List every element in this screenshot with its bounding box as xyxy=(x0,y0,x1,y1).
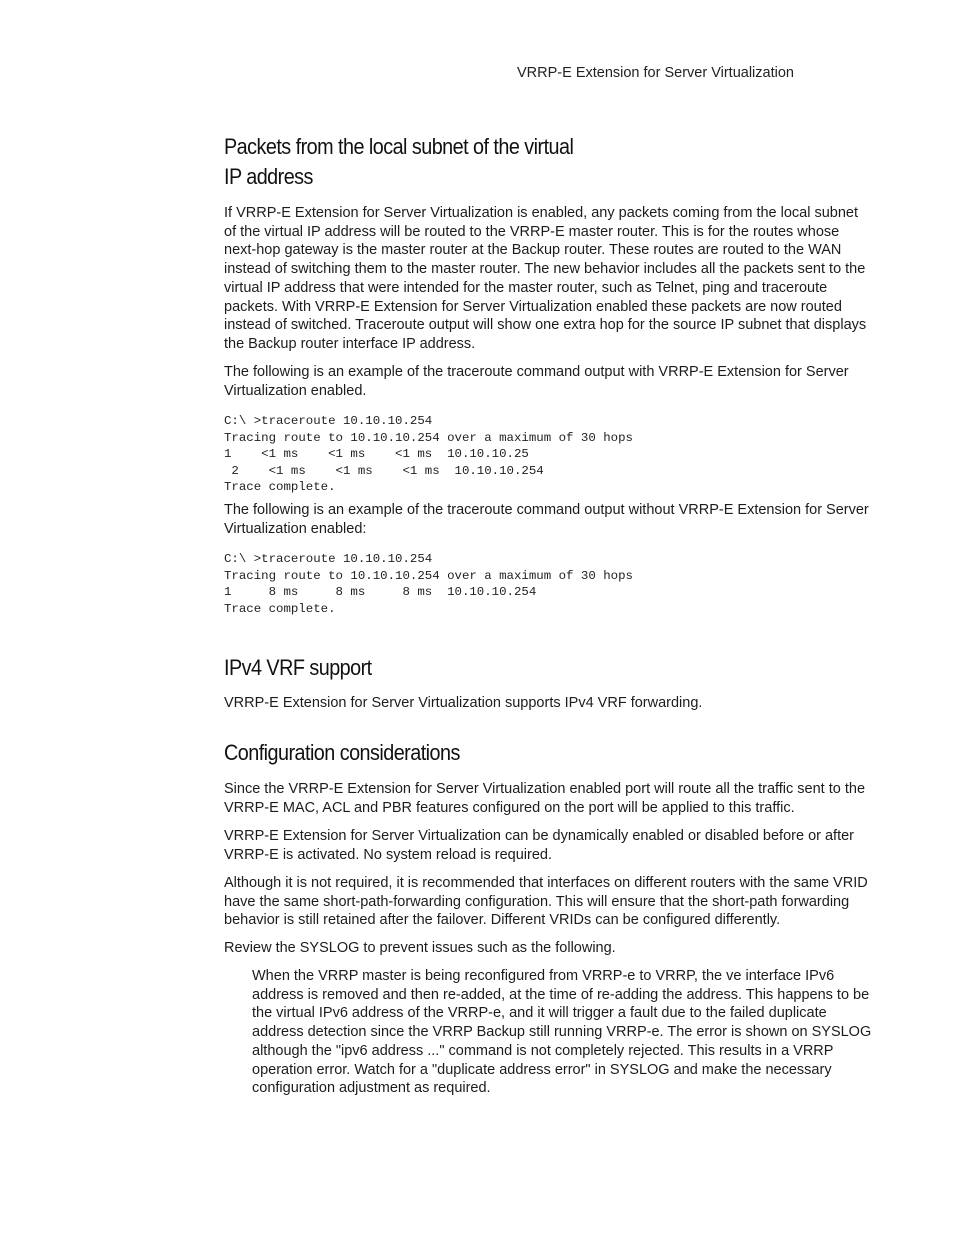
code-block-with-extension xyxy=(224,413,870,496)
section-packets-local-subnet xyxy=(224,132,870,192)
section-heading-ipv4-vrf: IPv4 VRF support xyxy=(224,655,372,680)
code-line: Trace complete. xyxy=(224,480,336,495)
code-line: Tracing route to 10.10.10.254 over a maximum of 30 hops xyxy=(224,568,633,583)
code-line: C:\ >traceroute 10.10.10.254 xyxy=(224,414,433,428)
code-line: C:\ >traceroute 10.10.10.254 xyxy=(224,552,433,566)
code-line: 2 <1 ms <1 ms <1 ms 10.10.10.254 xyxy=(224,463,544,478)
heading-line-1: Packets from the local subnet of the virtual xyxy=(224,134,574,159)
code-line: 1 <1 ms <1 ms <1 ms 10.10.10.25 xyxy=(224,447,529,462)
paragraph: The following is an example of the traceroute command output without VRRP-E Extension for Server Virtualization enabled: xyxy=(224,502,869,537)
paragraph: VRRP-E Extension for Server Virtualization supports IPv4 VRF forwarding. xyxy=(224,695,703,711)
indented-note: When the VRRP master is being reconfigured from VRRP-e to VRRP, the ve interface IPv6 address is removed and then re-added, at the time of re-adding the address. This happens to be the virtual IPv6 address of the VRRP-e, and it will trigger a fault due to the failed duplicate address detection since the VRRP Backup still running VRRP-e. The error is shown on SYSLOG although the "ipv6 address ..." command is not completely rejected. This results in a VRRP operation error. Watch for a "duplicate address error" in SYSLOG and make the necessary configuration adjustment as required. xyxy=(252,968,872,1097)
code-line: Trace complete. xyxy=(224,601,336,616)
heading-line-2: IP address xyxy=(224,164,313,189)
paragraph: The following is an example of the traceroute command output with VRRP-E Extension for Server Virtualization enabled. xyxy=(224,364,849,399)
running-header: VRRP-E Extension for Server Virtualization xyxy=(517,65,794,81)
code-line: 1 8 ms 8 ms 8 ms 10.10.10.254 xyxy=(224,585,537,600)
paragraph: Although it is not required, it is recommended that interfaces on different routers with the same VRID have the same short-path-forwarding configuration. This will ensure that the short-path forwarding behavior is still retained after the failover. Different VRIDs can be configured differently. xyxy=(224,875,868,929)
paragraph: If VRRP-E Extension for Server Virtualization is enabled, any packets coming from the local subnet of the virtual IP address will be routed to the VRRP-E master router. This is for the routes whose next-hop gateway is the master router at the Backup router. These routes are routed to the WAN instead of switching them to the master router. The new behavior includes all the packets sent to the virtual IP address that were intended for the master router, such as Telnet, ping and traceroute packets. With VRRP-E Extension for Server Virtualization enabled these packets are now routed instead of switched. Traceroute output will show one extra hop for the source IP subnet that displays the Backup router interface IP address. xyxy=(224,205,867,352)
code-block-without-extension xyxy=(224,551,870,617)
section-heading-configuration: Configuration considerations xyxy=(224,740,460,765)
paragraph: Review the SYSLOG to prevent issues such as the following. xyxy=(224,940,616,956)
paragraph: Since the VRRP-E Extension for Server Virtualization enabled port will route all the traffic sent to the VRRP-E MAC, ACL and PBR features configured on the port will be applied to this traffic. xyxy=(224,781,866,816)
paragraph: VRRP-E Extension for Server Virtualization can be dynamically enabled or disabled before or after VRRP-E is activated. No system reload is required. xyxy=(224,828,855,863)
code-line: Tracing route to 10.10.10.254 over a maximum of 30 hops xyxy=(224,430,633,445)
section-heading xyxy=(224,132,805,192)
